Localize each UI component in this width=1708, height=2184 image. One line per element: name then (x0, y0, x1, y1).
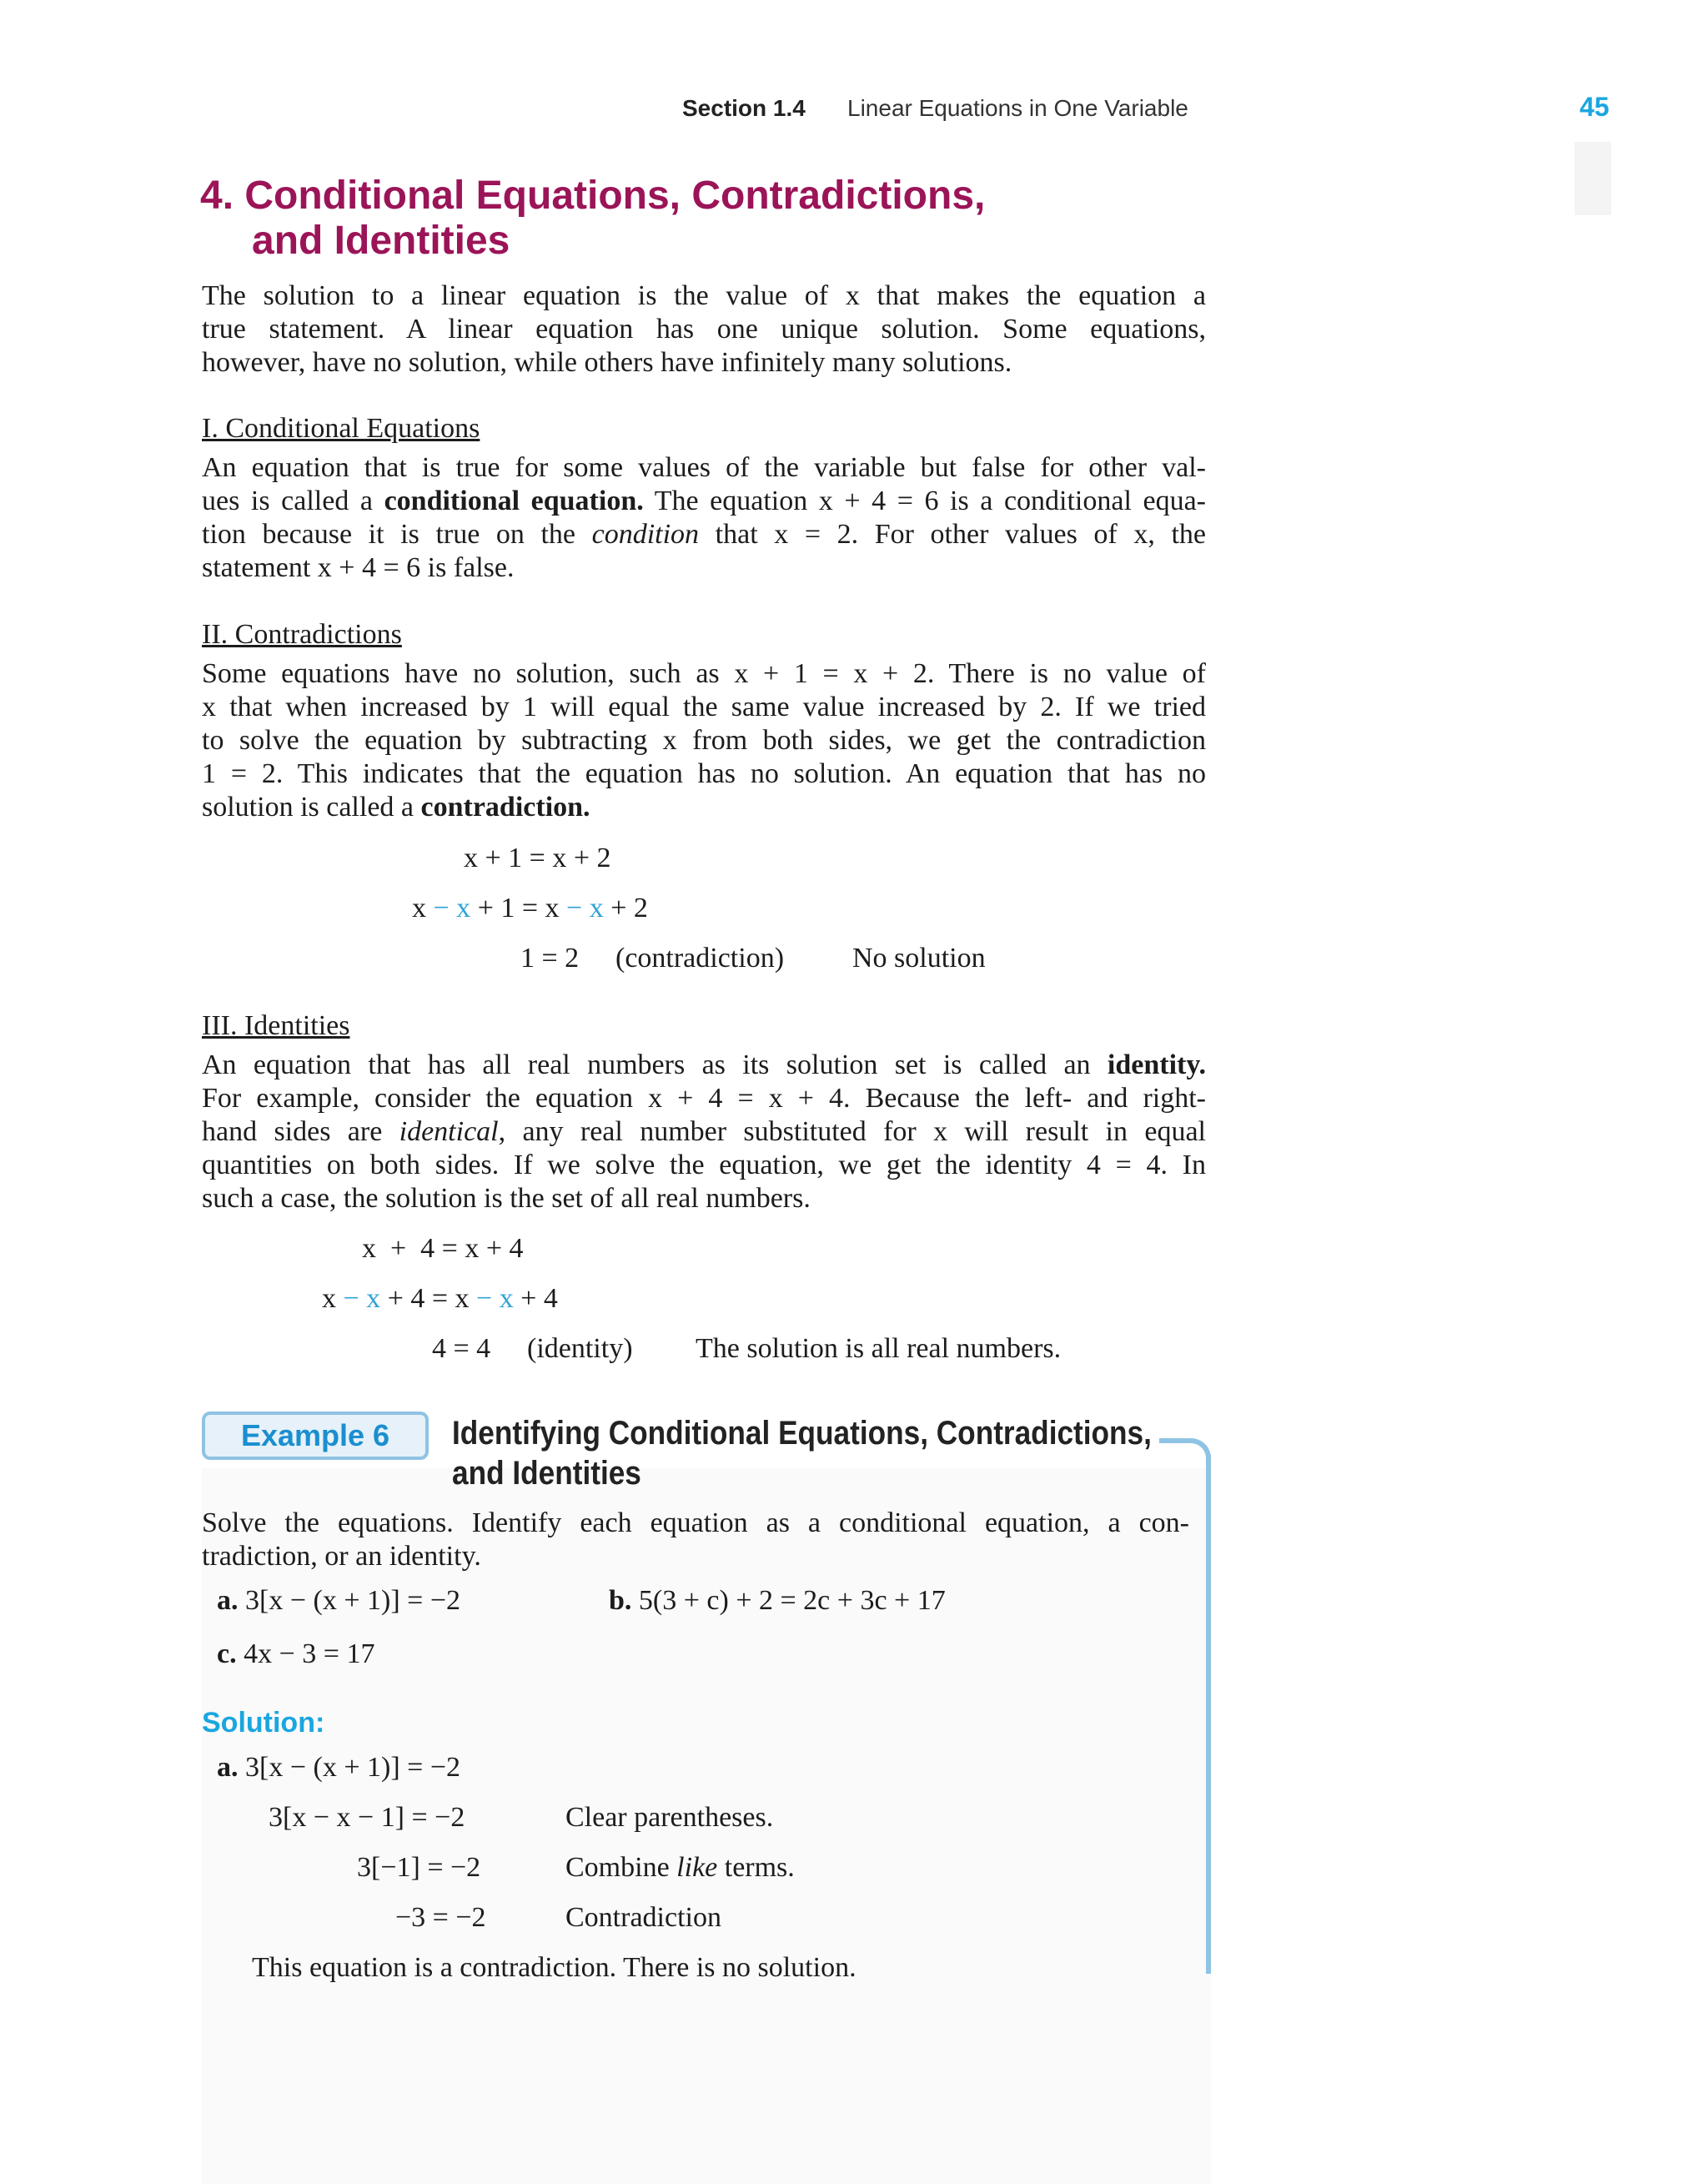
solution-step2-note: Clear parentheses. (565, 1802, 774, 1833)
text: that x = 2. For other values of x, the (699, 519, 1206, 550)
term-contradiction: contradiction. (420, 792, 590, 823)
subtracted-term: − x (559, 893, 604, 923)
intro-paragraph (202, 279, 1206, 380)
problem-b-equation: 5(3 + c) + 2 = 2c + 3c + 17 (638, 1585, 946, 1616)
solution-step2: 3[x − x − 1] = −2 (269, 1802, 465, 1833)
problem-c-equation: 4x − 3 = 17 (244, 1638, 375, 1669)
subtracted-term: − x (469, 1283, 514, 1314)
emphasis-condition: condition (591, 519, 700, 550)
example-title-line2: and Identities (452, 1455, 641, 1492)
identity-eq3-note: (identity) (527, 1333, 633, 1364)
example-bracket-line (1206, 1455, 1211, 1974)
contradictions-line4: 1 = 2. This indicates that the equation has no solution. An equation that has no (202, 758, 1206, 789)
solution-step1-equation: 3[x − (x + 1)] = −2 (245, 1752, 460, 1783)
section-heading-line2: and Identities (252, 219, 510, 263)
example-bracket-corner (1159, 1438, 1211, 1465)
problem-b-label: b. (609, 1585, 632, 1616)
margin-strip (1575, 142, 1611, 215)
text: hand sides are (202, 1116, 399, 1147)
example-prompt-line1: Solve the equations. Identify each equation as a conditional equation, a con- (202, 1507, 1189, 1538)
example-prompt-line2: tradiction, or an identity. (202, 1541, 481, 1572)
identities-paragraph (202, 1049, 1206, 1215)
contradiction-eq1: x + 1 = x + 2 (464, 843, 611, 873)
identity-eq3: 4 = 4 (432, 1333, 491, 1364)
conditional-line2 (202, 485, 1206, 518)
text: ues is called a (202, 486, 384, 516)
subtracted-term: − x (426, 893, 471, 923)
problem-b (609, 1585, 946, 1617)
problem-c (217, 1638, 374, 1670)
subsection-title-identities: III. Identities (202, 1010, 350, 1041)
solution-step4: −3 = −2 (395, 1902, 486, 1933)
contradiction-eq3-note: (contradiction) (615, 943, 785, 974)
text: Combine (565, 1852, 677, 1883)
text: , any real number substituted for x will result in equal (498, 1116, 1206, 1147)
problem-a-equation: 3[x − (x + 1)] = −2 (245, 1585, 460, 1616)
subtracted-term: − x (336, 1283, 381, 1314)
term: + 2 (603, 893, 648, 923)
term: + 1 = x (470, 893, 560, 923)
conditional-paragraph (202, 451, 1206, 585)
section-heading-line1: 4. Conditional Equations, Contradictions, (200, 174, 986, 218)
term: + 4 (513, 1283, 558, 1314)
identities-line3 (202, 1115, 1206, 1149)
contradiction-eq3: 1 = 2 (520, 943, 580, 974)
subsection-title-conditional: I. Conditional Equations (202, 413, 480, 444)
text: solution is called a (202, 792, 421, 823)
identities-line4: quantities on both sides. If we solve the equation, we get the identity 4 = 4. In (202, 1150, 1206, 1180)
conditional-line1: An equation that is true for some values of the variable but false for other val- (202, 452, 1206, 483)
contradictions-paragraph (202, 657, 1206, 824)
identities-line5: such a case, the solution is the set of all real numbers. (202, 1183, 811, 1214)
contradictions-line2: x that when increased by 1 will equal the same value increased by 2. If we tried (202, 692, 1206, 722)
solution-step1 (217, 1752, 460, 1784)
solution-step4-note: Contradiction (565, 1902, 721, 1933)
intro-line3: however, have no solution, while others have infinitely many solutions. (202, 347, 1012, 378)
text: An equation that has all real numbers as its solution set is called an (202, 1049, 1108, 1080)
identity-eq1: x + 4 = x + 4 (362, 1233, 524, 1264)
emphasis-identical: identical (399, 1116, 499, 1147)
term-conditional-equation: conditional equation. (384, 486, 644, 516)
intro-line2: true statement. A linear equation has one unique solution. Some equations, (202, 314, 1206, 345)
section-title: Linear Equations in One Variable (847, 95, 1188, 121)
solution-step3: 3[−1] = −2 (357, 1852, 481, 1883)
text: tion because it is true on the (202, 519, 592, 550)
contradictions-line1: Some equations have no solution, such as x + 1 = x + 2. There is no value of (202, 658, 1206, 689)
contradictions-line3: to solve the equation by subtracting x from both sides, we get the contradiction (202, 725, 1206, 756)
problem-c-label: c. (217, 1638, 237, 1669)
page-number: 45 (1580, 92, 1610, 122)
contradiction-result: No solution (852, 943, 986, 974)
term: x (322, 1283, 336, 1314)
solution-a-label: a. (217, 1752, 239, 1783)
contradictions-line5 (202, 791, 1206, 824)
example-title-line1: Identifying Conditional Equations, Contradictions, (452, 1415, 1152, 1452)
solution-conclusion: This equation is a contradiction. There is no solution. (252, 1952, 857, 1983)
problem-a (217, 1585, 460, 1617)
example-badge: Example 6 (202, 1412, 429, 1460)
subsection-title-contradictions: II. Contradictions (202, 619, 402, 650)
text: terms. (717, 1852, 795, 1883)
term: x (412, 893, 426, 923)
problem-a-label: a. (217, 1585, 239, 1616)
text: The equation x + 4 = 6 is a conditional equa- (643, 486, 1206, 516)
term: + 4 = x (380, 1283, 470, 1314)
conditional-line3 (202, 518, 1206, 551)
identity-eq2 (322, 1283, 558, 1315)
identity-result: The solution is all real numbers. (696, 1333, 1062, 1364)
section-number: Section 1.4 (682, 95, 806, 121)
conditional-line4: statement x + 4 = 6 is false. (202, 552, 515, 583)
term-identity: identity. (1107, 1049, 1206, 1080)
identities-line1 (202, 1049, 1206, 1082)
emphasis-like: like (676, 1852, 718, 1883)
identities-line2: For example, consider the equation x + 4 = x + 4. Because the left- and right- (202, 1083, 1206, 1114)
intro-line1: The solution to a linear equation is the value of x that makes the equation a (202, 280, 1206, 311)
solution-step3-note (565, 1852, 795, 1884)
example-prompt (202, 1507, 1189, 1573)
contradiction-eq2 (412, 893, 648, 924)
solution-label: Solution: (202, 1707, 325, 1739)
